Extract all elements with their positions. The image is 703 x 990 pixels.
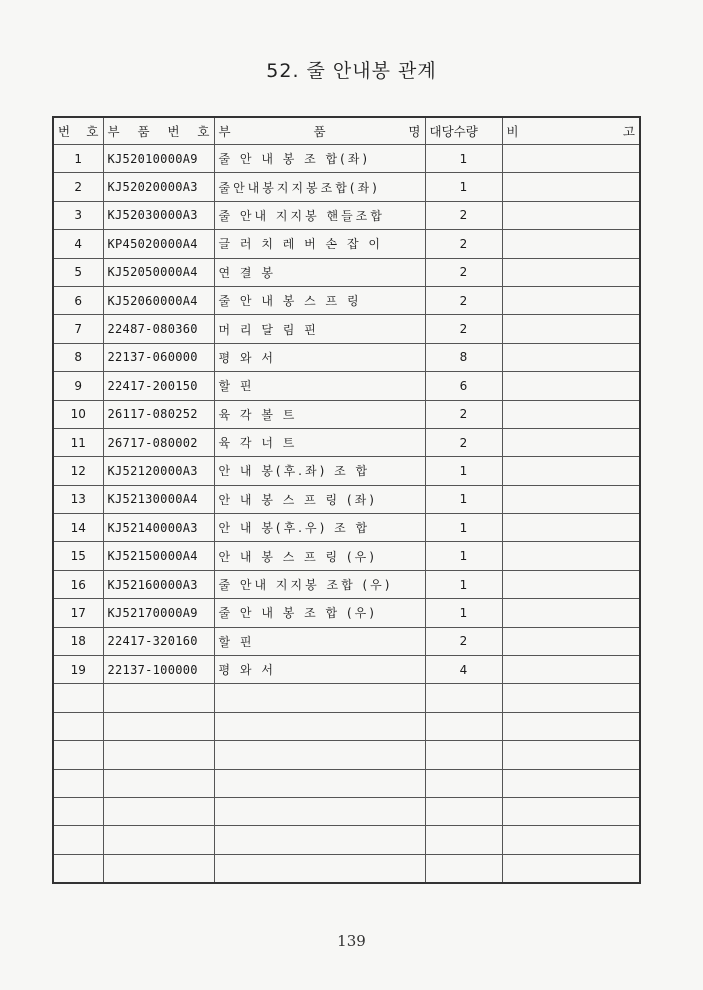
empty-cell <box>103 684 214 712</box>
row-part-name: 할 핀 <box>214 627 425 655</box>
row-part-number: KJ52130000A4 <box>103 485 214 513</box>
row-number: 2 <box>53 173 103 201</box>
row-remarks <box>502 485 640 513</box>
row-remarks <box>502 372 640 400</box>
row-quantity: 2 <box>425 315 502 343</box>
table-row-empty <box>53 741 640 769</box>
table-row <box>53 570 640 598</box>
table-row-empty <box>53 712 640 740</box>
empty-cell <box>425 684 502 712</box>
empty-cell <box>425 741 502 769</box>
empty-cell <box>214 769 425 797</box>
header-remarks <box>502 117 640 145</box>
empty-cell <box>502 712 640 740</box>
row-quantity: 8 <box>425 343 502 371</box>
row-part-name: 연 결 봉 <box>214 258 425 286</box>
row-remarks <box>502 428 640 456</box>
empty-cell <box>103 797 214 825</box>
empty-cell <box>214 741 425 769</box>
table-row <box>53 315 640 343</box>
table-row <box>53 542 640 570</box>
row-part-number: 22417-320160 <box>103 627 214 655</box>
table-row <box>53 457 640 485</box>
row-remarks <box>502 542 640 570</box>
row-part-name: 안 내 봉(후.좌) 조 합 <box>214 457 425 485</box>
empty-cell <box>103 712 214 740</box>
header-remarks-char: 고 <box>622 124 635 139</box>
row-quantity: 2 <box>425 627 502 655</box>
row-quantity: 1 <box>425 542 502 570</box>
row-part-number: 22417-200150 <box>103 372 214 400</box>
table-row <box>53 599 640 627</box>
table-row <box>53 627 640 655</box>
empty-cell <box>53 684 103 712</box>
row-part-number: KJ52120000A3 <box>103 457 214 485</box>
row-quantity: 1 <box>425 173 502 201</box>
row-part-name: 줄 안내 지지봉 핸들조합 <box>214 201 425 229</box>
row-remarks <box>502 286 640 314</box>
row-part-number: KJ52010000A9 <box>103 145 214 173</box>
row-part-name: 육 각 볼 트 <box>214 400 425 428</box>
empty-cell <box>502 854 640 883</box>
row-quantity: 2 <box>425 258 502 286</box>
empty-cell <box>502 826 640 854</box>
header-quantity: 대당수량 <box>425 117 502 145</box>
row-number: 15 <box>53 542 103 570</box>
empty-cell <box>425 712 502 740</box>
row-part-number: 22137-100000 <box>103 656 214 684</box>
row-remarks <box>502 230 640 258</box>
row-number: 14 <box>53 514 103 542</box>
empty-cell <box>502 797 640 825</box>
table-row <box>53 485 640 513</box>
page-number: 139 <box>337 932 366 950</box>
parts-table <box>52 116 641 884</box>
header-part-char: 번 <box>167 124 180 139</box>
empty-cell <box>103 854 214 883</box>
row-number: 13 <box>53 485 103 513</box>
empty-cell <box>502 684 640 712</box>
row-quantity: 2 <box>425 286 502 314</box>
table-row-empty <box>53 854 640 883</box>
empty-cell <box>425 826 502 854</box>
empty-cell <box>425 769 502 797</box>
header-part-char: 품 <box>137 124 150 139</box>
row-part-number: KJ52140000A3 <box>103 514 214 542</box>
page-title: 52. 줄 안내봉 관계 <box>266 60 437 82</box>
empty-cell <box>214 826 425 854</box>
empty-cell <box>502 769 640 797</box>
row-number: 18 <box>53 627 103 655</box>
table-row-empty <box>53 797 640 825</box>
row-number: 6 <box>53 286 103 314</box>
empty-cell <box>502 741 640 769</box>
row-number: 7 <box>53 315 103 343</box>
row-number: 17 <box>53 599 103 627</box>
row-number: 9 <box>53 372 103 400</box>
row-number: 16 <box>53 570 103 598</box>
header-part-char: 부 <box>107 124 120 139</box>
row-remarks <box>502 570 640 598</box>
row-remarks <box>502 201 640 229</box>
empty-cell <box>103 826 214 854</box>
row-remarks <box>502 315 640 343</box>
empty-cell <box>214 797 425 825</box>
empty-cell <box>425 797 502 825</box>
empty-cell <box>214 712 425 740</box>
table-row <box>53 372 640 400</box>
row-part-number: KJ52170000A9 <box>103 599 214 627</box>
table-row <box>53 201 640 229</box>
table-row <box>53 428 640 456</box>
row-part-name: 평 와 서 <box>214 656 425 684</box>
row-part-number: KJ52150000A4 <box>103 542 214 570</box>
row-part-name: 안 내 봉 스 프 링 (우) <box>214 542 425 570</box>
row-remarks <box>502 599 640 627</box>
row-part-name: 안 내 봉 스 프 링 (좌) <box>214 485 425 513</box>
row-part-name: 줄 안내 지지봉 조합 (우) <box>214 570 425 598</box>
row-part-name: 줄 안 내 봉 스 프 링 <box>214 286 425 314</box>
row-part-name: 육 각 너 트 <box>214 428 425 456</box>
row-quantity: 1 <box>425 457 502 485</box>
row-remarks <box>502 343 640 371</box>
row-remarks <box>502 400 640 428</box>
row-part-number: KJ52050000A4 <box>103 258 214 286</box>
row-remarks <box>502 173 640 201</box>
table-row <box>53 286 640 314</box>
table-row <box>53 230 640 258</box>
table-row <box>53 343 640 371</box>
row-part-number: 26117-080252 <box>103 400 214 428</box>
row-part-number: KJ52060000A4 <box>103 286 214 314</box>
row-part-name: 글 러 치 레 버 손 잡 이 <box>214 230 425 258</box>
empty-cell <box>53 741 103 769</box>
row-quantity: 2 <box>425 428 502 456</box>
row-part-number: KJ52160000A3 <box>103 570 214 598</box>
table-row-empty <box>53 826 640 854</box>
row-remarks <box>502 627 640 655</box>
row-number: 1 <box>53 145 103 173</box>
header-remarks-char: 비 <box>506 124 519 139</box>
header-name-char: 명 <box>408 124 421 139</box>
row-part-number: KJ52020000A3 <box>103 173 214 201</box>
table-row <box>53 656 640 684</box>
row-quantity: 4 <box>425 656 502 684</box>
header-number-char: 호 <box>86 124 99 139</box>
row-number: 12 <box>53 457 103 485</box>
row-remarks <box>502 514 640 542</box>
row-remarks <box>502 656 640 684</box>
row-remarks <box>502 145 640 173</box>
row-quantity: 6 <box>425 372 502 400</box>
empty-cell <box>214 684 425 712</box>
row-part-number: 22487-080360 <box>103 315 214 343</box>
row-quantity: 1 <box>425 570 502 598</box>
empty-cell <box>53 769 103 797</box>
row-quantity: 2 <box>425 400 502 428</box>
empty-cell <box>103 769 214 797</box>
row-part-number: KJ52030000A3 <box>103 201 214 229</box>
empty-cell <box>53 854 103 883</box>
header-number-char: 번 <box>58 124 71 139</box>
header-part-name <box>214 117 425 145</box>
row-quantity: 2 <box>425 230 502 258</box>
row-quantity: 1 <box>425 485 502 513</box>
row-part-number: 26717-080002 <box>103 428 214 456</box>
row-quantity: 1 <box>425 514 502 542</box>
row-number: 19 <box>53 656 103 684</box>
row-remarks <box>502 457 640 485</box>
table-header-row <box>53 117 640 145</box>
table-row-empty <box>53 769 640 797</box>
empty-cell <box>53 712 103 740</box>
table-row <box>53 400 640 428</box>
row-part-name: 줄 안 내 봉 조 합 (우) <box>214 599 425 627</box>
row-remarks <box>502 258 640 286</box>
header-number <box>53 117 103 145</box>
table-row-empty <box>53 684 640 712</box>
table-row <box>53 514 640 542</box>
row-number: 5 <box>53 258 103 286</box>
table-row <box>53 173 640 201</box>
row-part-name: 할 핀 <box>214 372 425 400</box>
empty-cell <box>53 826 103 854</box>
empty-cell <box>103 741 214 769</box>
row-number: 8 <box>53 343 103 371</box>
row-part-number: KP45020000A4 <box>103 230 214 258</box>
table-row <box>53 258 640 286</box>
row-number: 11 <box>53 428 103 456</box>
row-part-name: 줄 안 내 봉 조 합(좌) <box>214 145 425 173</box>
row-quantity: 1 <box>425 145 502 173</box>
row-number: 4 <box>53 230 103 258</box>
header-name-char: 품 <box>313 124 326 139</box>
row-part-name: 머 리 달 림 핀 <box>214 315 425 343</box>
header-part-char: 호 <box>197 124 210 139</box>
empty-cell <box>214 854 425 883</box>
row-part-number: 22137-060000 <box>103 343 214 371</box>
row-part-name: 줄안내봉지지봉조합(좌) <box>214 173 425 201</box>
parts-table-body <box>53 145 640 884</box>
row-number: 10 <box>53 400 103 428</box>
row-part-name: 안 내 봉(후.우) 조 합 <box>214 514 425 542</box>
row-number: 3 <box>53 201 103 229</box>
header-part-number <box>103 117 214 145</box>
row-quantity: 1 <box>425 599 502 627</box>
empty-cell <box>425 854 502 883</box>
row-part-name: 평 와 서 <box>214 343 425 371</box>
table-row <box>53 145 640 173</box>
header-name-char: 부 <box>218 124 231 139</box>
empty-cell <box>53 797 103 825</box>
row-quantity: 2 <box>425 201 502 229</box>
